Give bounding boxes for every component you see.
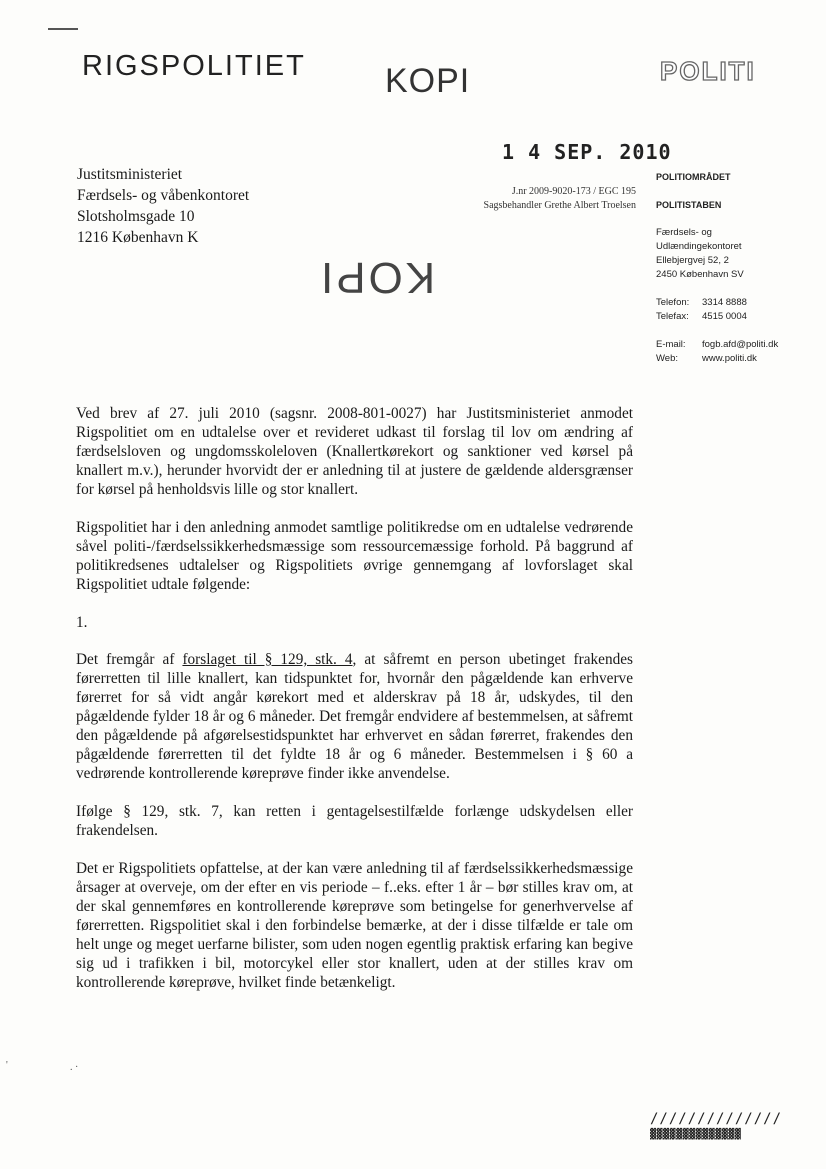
recipient-address xyxy=(77,164,249,248)
sidebar-department: POLITIOMRÅDET xyxy=(656,172,731,182)
fax-label: Telefax: xyxy=(656,311,689,322)
sidebar-address-line: Ellebjergvej 52, 2 xyxy=(656,255,729,266)
email-label: E-mail: xyxy=(656,339,686,350)
case-handler: Sagsbehandler Grethe Albert Troelsen xyxy=(483,200,636,211)
sidebar-email xyxy=(656,338,778,352)
sidebar-fax xyxy=(656,310,778,324)
letter-body xyxy=(76,404,633,1011)
sidebar-address-line: Udlændingekontoret xyxy=(656,241,742,252)
document-barcode xyxy=(650,1111,782,1143)
web-label: Web: xyxy=(656,353,679,364)
sender-sidebar xyxy=(656,170,778,366)
kopi-stamp-rotated: KOPI xyxy=(318,253,436,302)
paragraph-consultation: Rigspolitiet har i den anledning anmodet samtlige politikredse om en udtalelse vedrørende såvel politi-/færdselssikkerhedsmæssige som ressourcemæssige forhold. På baggrund af politikredsenes udtalelser og Rigspolitiets øvrige gennemgang af lovforslaget skal Rigspolitiet udtale følgende: xyxy=(76,519,633,593)
barcode-bars: ////////////// xyxy=(650,1111,783,1127)
barcode-blocks: ▓▓▓▓▓▓▓▓▓▓▓▓▓▓ xyxy=(650,1129,742,1140)
scan-speck: ' xyxy=(6,1060,8,1071)
sidebar-address-line: Færdsels- og xyxy=(656,227,712,238)
statute-reference: forslaget til § 129, stk. 4 xyxy=(182,651,353,668)
paragraph-text: , at såfremt en person ubetinget frakendes førerretten til lille knallert, kan tidspunktet for, hvornår den pågældende kan erhverve førerret for så vidt angår kørekort med et alderskrav på 18 år, udskydes, til den pågældende fylder 18 år og 6 måneder. Det fremgår endvidere af bestemmelsen, at såfremt den pågældende på afgørelsestidspunktet har erhvervet en sådan førerret, frakendes den pågældende førerretten til det fyldte 18 år og 6 måneder. Bestemmelsen i § 60 a vedrørende kontrollerende køreprøve finder ikke anvendelse. xyxy=(76,651,633,782)
recipient-line: Færdsels- og våbenkontoret xyxy=(77,187,250,204)
recipient-line: Slotsholmsgade 10 xyxy=(77,208,195,225)
recipient-line: 1216 København K xyxy=(77,229,199,246)
sidebar-address-line: 2450 København SV xyxy=(656,269,744,280)
date-stamp: 1 4 SEP. 2010 xyxy=(502,140,672,164)
reference-block xyxy=(484,185,636,213)
paragraph-opinion: Det er Rigspolitiets opfattelse, at der kan være anledning til af færdselssikkerhedsmæssige årsager at overveje, om der efter en vis periode – f..eks. efter 1 år – bør stilles krav om, at der skal gennemføres en kontrollerende køreprøve som betingelse for generhvervelse af førerretten. Rigspolitiet skal i den forbindelse bemærke, at der i disse tilfælde er tale om helt unge og meget uerfarne bilister, som uden nogen egentlig praktisk erfaring kan begive sig ud i trafikken i bil, motorcykel eller stor knallert, uden at der stilles krav om kontrollerende køreprøve, hvilket finde betænkeligt. xyxy=(76,860,633,991)
scan-speck: . · xyxy=(70,1062,79,1073)
section-number: 1. xyxy=(76,614,88,631)
sidebar-web xyxy=(656,352,778,366)
scan-mark xyxy=(48,28,78,30)
journal-number: J.nr 2009-9020-173 / EGC 195 xyxy=(511,186,636,197)
organization-name: RIGSPOLITIET xyxy=(82,50,306,82)
kopi-stamp: KOPI xyxy=(385,62,471,100)
paragraph-intro: Ved brev af 27. juli 2010 (sagsnr. 2008-801-0027) har Justitsministeriet anmodet Rigspolitiet om en udtalelse over et revideret udkast til forslag til lov om ændring af færdselsloven og ungdomsskoleloven (Knallertkørekort og sanktioner ved kørsel på knallert m.v.), herunder hvorvidt der er anledning til at justere de gældende aldersgrænser for kørsel på henholdsvis lille og stor knallert. xyxy=(76,405,633,498)
phone-value: 3314 8888 xyxy=(702,297,747,308)
web-value: www.politi.dk xyxy=(702,353,757,364)
politi-logo: POLITI xyxy=(660,56,756,86)
fax-value: 4515 0004 xyxy=(702,311,747,322)
paragraph-text: Det fremgår af xyxy=(76,651,183,668)
sidebar-phone xyxy=(656,296,778,310)
phone-label: Telefon: xyxy=(656,297,690,308)
recipient-line: Justitsministeriet xyxy=(77,166,183,183)
sidebar-staff: POLITISTABEN xyxy=(656,200,722,210)
email-value: fogb.afd@politi.dk xyxy=(702,339,779,350)
paragraph-section-129-4 xyxy=(76,650,633,783)
paragraph-section-129-7: Ifølge § 129, stk. 7, kan retten i gentagelsestilfælde forlænge udskydelsen eller frakendelsen. xyxy=(76,803,633,839)
